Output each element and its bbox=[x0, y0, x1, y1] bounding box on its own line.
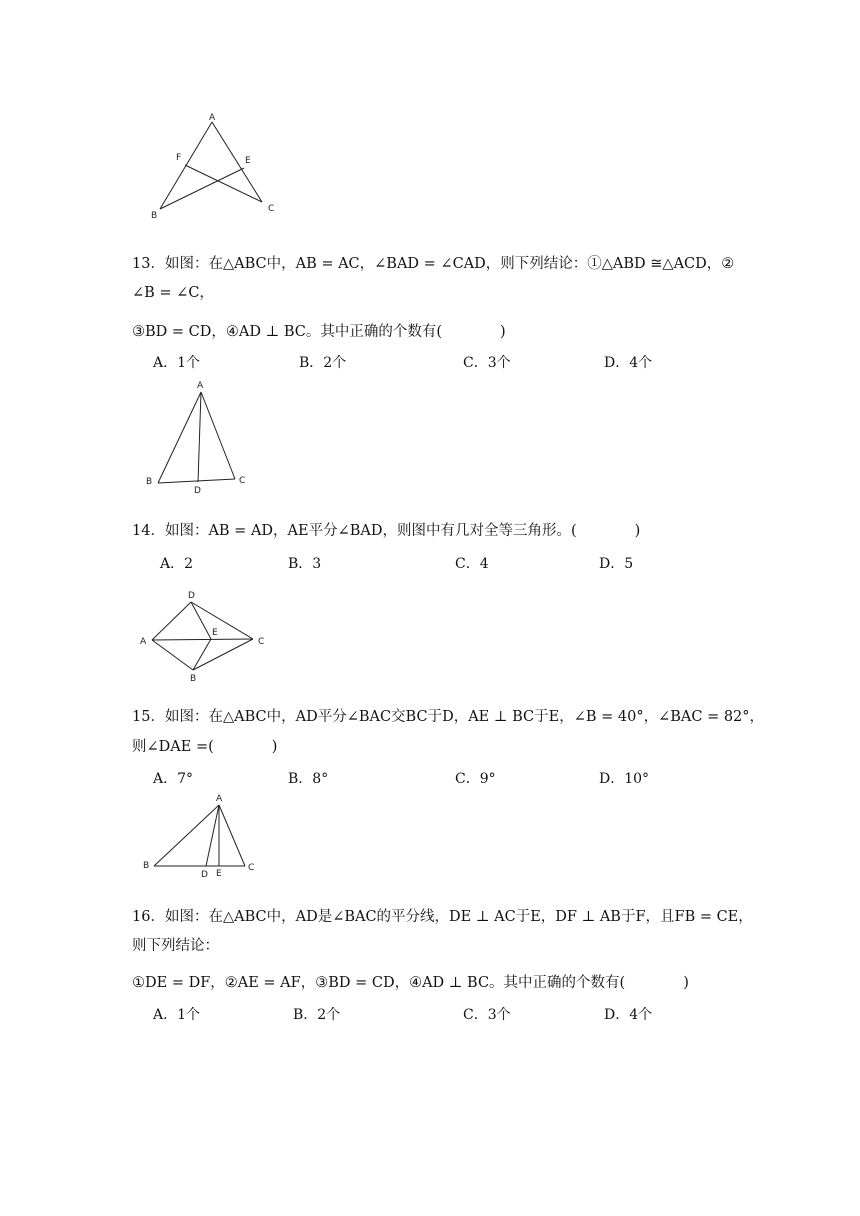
q16-line1: 16．如图：在△ABC中，AD是∠BAC的平分线，DE ⊥ AC于E，DF ⊥ AB于F，且FB = CE， bbox=[132, 909, 753, 925]
q14-label-E: E bbox=[212, 628, 218, 638]
q13-label-C: C bbox=[239, 476, 246, 486]
label-A: A bbox=[209, 113, 216, 123]
q15-label-A: A bbox=[216, 794, 223, 804]
q13-label-A: A bbox=[197, 381, 204, 391]
q15-option-c: C．9° bbox=[455, 771, 496, 787]
q13-line2: ∠B = ∠C， bbox=[132, 285, 214, 301]
q13-label-B: B bbox=[146, 477, 153, 487]
q15-option-a: A．7° bbox=[153, 771, 194, 787]
q15-label-B: B bbox=[143, 861, 150, 871]
q14-label-A: A bbox=[140, 637, 147, 647]
label-F: F bbox=[176, 153, 182, 163]
figure-q14-kite bbox=[135, 585, 285, 685]
q13-option-b: B．2个 bbox=[299, 355, 347, 371]
q15-label-C: C bbox=[248, 863, 255, 873]
q14-option-c: C．4 bbox=[455, 556, 489, 572]
q14-label-C: C bbox=[258, 637, 265, 647]
q13-line3: ③BD = CD，④AD ⊥ BC。其中正确的个数有( ) bbox=[132, 324, 506, 340]
label-B: B bbox=[151, 211, 158, 221]
q14-label-B: B bbox=[190, 674, 197, 684]
q16-line2: 则下列结论： bbox=[132, 938, 219, 954]
q16-option-b: B．2个 bbox=[293, 1007, 341, 1023]
label-E: E bbox=[245, 156, 251, 166]
q13-line1: 13．如图：在△ABC中，AB = AC，∠BAD = ∠CAD，则下列结论：①△ABD ≅△ACD，② bbox=[132, 256, 735, 272]
q14-option-a: A．2 bbox=[160, 556, 194, 572]
q15-line1: 15．如图：在△ABC中，AD平分∠BAC交BC于D，AE ⊥ BC于E，∠B = 40°，∠BAC = 82°， bbox=[132, 709, 765, 725]
label-C: C bbox=[268, 204, 275, 214]
q15-line2: 则∠DAE =( ) bbox=[132, 739, 278, 755]
q16-option-a: A．1个 bbox=[153, 1007, 201, 1023]
figure-q13-triangle bbox=[140, 375, 260, 500]
q16-option-c: C．3个 bbox=[463, 1007, 511, 1023]
q15-label-D: D bbox=[201, 870, 208, 880]
q14-option-b: B．3 bbox=[288, 556, 322, 572]
q13-option-d: D．4个 bbox=[604, 355, 653, 371]
q13-label-D: D bbox=[194, 486, 201, 496]
q15-option-d: D．10° bbox=[599, 771, 650, 787]
q14-option-d: D．5 bbox=[599, 556, 634, 572]
figure-q12-triangle bbox=[140, 105, 290, 225]
q14-line1: 14．如图：AB = AD，AE平分∠BAD，则图中有几对全等三角形。( ) bbox=[132, 523, 641, 539]
figure-q15-triangle bbox=[135, 790, 275, 885]
q15-option-b: B．8° bbox=[288, 771, 329, 787]
q16-option-d: D．4个 bbox=[604, 1007, 653, 1023]
q13-option-a: A．1个 bbox=[153, 355, 201, 371]
q13-option-c: C．3个 bbox=[463, 355, 511, 371]
q16-line3: ①DE = DF，②AE = AF，③BD = CD，④AD ⊥ BC。其中正确的个数有( ) bbox=[132, 975, 689, 991]
q15-label-E: E bbox=[216, 869, 222, 879]
q14-label-D: D bbox=[188, 591, 195, 601]
